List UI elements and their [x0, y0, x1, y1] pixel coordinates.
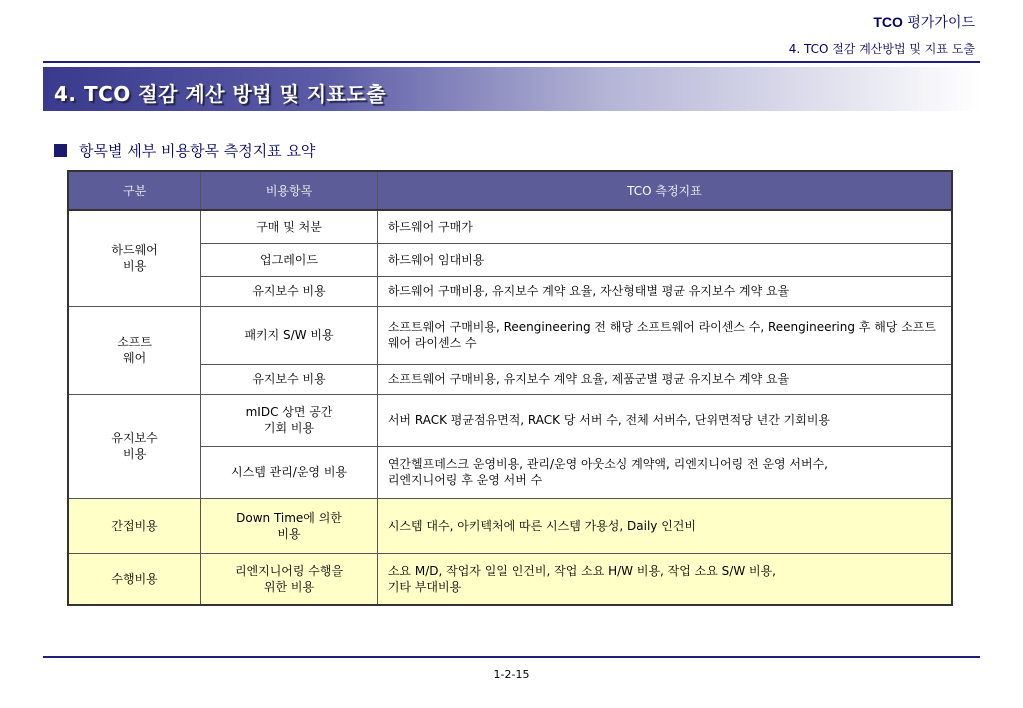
tco-metrics-table — [67, 170, 953, 606]
table-row — [68, 498, 952, 553]
table-row — [68, 553, 952, 605]
header-subtitle: 4. TCO 절감 계산방법 및 지표 도출 — [788, 42, 975, 56]
table-header-row — [68, 171, 952, 210]
cost-item: 패키지 S/W 비용 — [201, 306, 378, 364]
table-row — [68, 210, 952, 243]
table-row — [68, 364, 952, 394]
header-tco-metric: TCO 측정지표 — [377, 171, 952, 210]
section-heading — [54, 140, 315, 161]
cost-item: Down Time에 의한 비용 — [201, 498, 378, 553]
group-indirect: 간접비용 — [68, 498, 201, 553]
metric: 소프트웨어 구매비용, Reengineering 전 해당 소프트웨어 라이센스 수, Reengineering 후 해당 소프트웨어 라이센스 수 — [377, 306, 952, 364]
cost-item: mIDC 상면 공간 기회 비용 — [201, 394, 378, 446]
metric: 시스템 대수, 아키텍처에 따른 시스템 가용성, Daily 인건비 — [377, 498, 952, 553]
group-execution: 수행비용 — [68, 553, 201, 605]
metric: 연간헬프데스크 운영비용, 관리/운영 아웃소싱 계약액, 리엔지니어링 전 운영 서버수, 리엔지니어링 후 운영 서버 수 — [377, 446, 952, 498]
metric: 하드웨어 구매비용, 유지보수 계약 요율, 자산형태별 평균 유지보수 계약 요율 — [377, 276, 952, 306]
table-row — [68, 446, 952, 498]
metric: 소프트웨어 구매비용, 유지보수 계약 요율, 제품군별 평균 유지보수 계약 요율 — [377, 364, 952, 394]
header-category: 구분 — [68, 171, 201, 210]
table-row — [68, 276, 952, 306]
header-title-bold: TCO — [873, 14, 903, 30]
table-row — [68, 243, 952, 276]
group-maintenance: 유지보수 비용 — [68, 394, 201, 498]
page-number: 1-2-15 — [493, 668, 530, 681]
cost-item: 구매 및 처분 — [201, 210, 378, 243]
section-title: 항목별 세부 비용항목 측정지표 요약 — [79, 142, 316, 160]
square-bullet-icon — [54, 144, 67, 157]
table-row — [68, 306, 952, 364]
group-software: 소프트 웨어 — [68, 306, 201, 394]
metric: 서버 RACK 평균점유면적, RACK 당 서버 수, 전체 서버수, 단위면적당 년간 기회비용 — [377, 394, 952, 446]
cost-item: 유지보수 비용 — [201, 364, 378, 394]
cost-item: 유지보수 비용 — [201, 276, 378, 306]
group-hardware: 하드웨어 비용 — [68, 210, 201, 306]
header-cost-item: 비용항목 — [201, 171, 378, 210]
table-row — [68, 394, 952, 446]
banner-title: 4. TCO 절감 계산 방법 및 지표도출 — [54, 82, 387, 106]
header-divider — [43, 61, 980, 63]
header-title-rest: 평가가이드 — [902, 15, 975, 31]
cost-item: 시스템 관리/운영 비용 — [201, 446, 378, 498]
cost-item: 업그레이드 — [201, 243, 378, 276]
header-title — [873, 12, 975, 32]
footer-divider — [43, 656, 980, 658]
metric: 소요 M/D, 작업자 일일 인건비, 작업 소요 H/W 비용, 작업 소요 S/W 비용, 기타 부대비용 — [377, 553, 952, 605]
metric: 하드웨어 임대비용 — [377, 243, 952, 276]
cost-item: 리엔지니어링 수행을 위한 비용 — [201, 553, 378, 605]
metric: 하드웨어 구매가 — [377, 210, 952, 243]
